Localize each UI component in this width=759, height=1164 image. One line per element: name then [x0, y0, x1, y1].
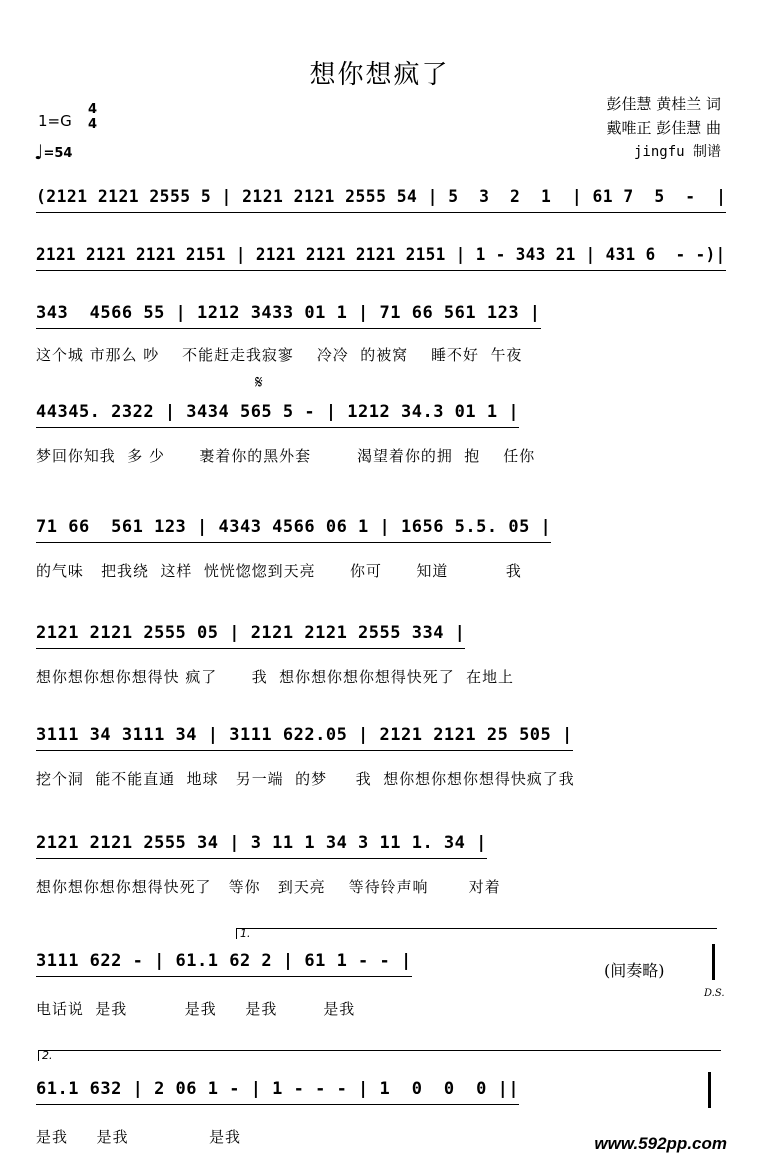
lyric-line: 想你想你想你想得快 疯了 我 想你想你想你想得快死了 在地上 — [36, 668, 515, 686]
score-line — [34, 395, 728, 439]
volta-second-ending — [38, 1050, 721, 1061]
time-signature-bottom: 4 — [88, 117, 98, 132]
beam-line — [36, 1104, 519, 1105]
lyric-line: 想你想你想你想得快死了 等你 到天亮 等待铃声响 对着 — [36, 878, 501, 896]
score-line-notes: 3111 34 3111 34 | 3111 622.05 | 2121 2121 25 505 | — [36, 725, 573, 745]
score-line — [34, 616, 728, 660]
score-line-notes: 3111 622 - | 61.1 62 2 | 61 1 - - | — [36, 951, 412, 971]
volta-1-label: 1. — [240, 927, 251, 940]
score-line — [34, 296, 728, 340]
score-line-notes: 61.1 632 | 2 06 1 - | 1 - - - | 1 0 0 0 || — [36, 1079, 520, 1099]
beam-line — [36, 328, 541, 329]
lyric-line: 电话说 是我 是我 是我 是我 — [36, 1000, 356, 1018]
interlude-note: (间奏略) — [604, 961, 665, 980]
score-line-notes: 2121 2121 2555 05 | 2121 2121 2555 334 | — [36, 623, 466, 643]
score-line-notes: 343 4566 55 | 1212 3433 01 1 | 71 66 561 123 | — [36, 303, 541, 323]
credits — [606, 92, 721, 164]
lyric-line: 梦回你知我 多 少 裹着你的黑外套 渴望着你的拥 抱 任你 — [36, 447, 536, 465]
volta-2-label: 2. — [42, 1049, 53, 1062]
beam-line — [36, 427, 519, 428]
time-signature-top: 4 — [88, 102, 98, 117]
lyric-line: 这个城 市那么 吵 不能赶走我寂寥 冷冷 的被窝 睡不好 午夜 — [36, 346, 523, 364]
key-signature: 1=G — [38, 112, 72, 130]
score-line — [34, 718, 728, 762]
final-barline — [708, 1072, 711, 1108]
score-line — [34, 510, 728, 554]
arranger-credit: jingfu 制谱 — [633, 144, 721, 160]
song-title: 想你想疯了 — [309, 60, 450, 90]
tempo-marking — [34, 140, 72, 164]
score-line-notes: 44345. 2322 | 3434 565 5 - | 1212 34.3 01 1 | — [36, 402, 520, 422]
score-line-notes: 2121 2121 2555 34 | 3 11 1 34 3 11 1. 34 | — [36, 833, 487, 853]
beam-line — [36, 750, 573, 751]
quarter-note-icon: ♩ — [34, 140, 44, 164]
footer-site-url: www.592pp.com — [594, 1134, 727, 1153]
lyric-line: 挖个洞 能不能直通 地球 另一端 的梦 我 想你想你想你想得快疯了我 — [36, 770, 575, 788]
tempo-value: =54 — [43, 146, 73, 161]
composer-credit: 戴唯正 彭佳慧 曲 — [606, 119, 721, 137]
final-barline — [712, 944, 715, 980]
score-line — [34, 238, 728, 282]
beam-line — [36, 976, 412, 977]
beam-line — [36, 270, 726, 271]
beam-line — [36, 858, 487, 859]
lyric-line: 是我 是我 是我 — [36, 1128, 241, 1146]
ds-marking: D.S. — [704, 988, 725, 999]
score-line-notes: 2121 2121 2121 2151 | 2121 2121 2121 2151 | 1 - 343 21 | 431 6 - -)| — [36, 245, 726, 265]
beam-line — [36, 648, 465, 649]
segno-icon: 𝄋 — [255, 372, 263, 393]
beam-line — [36, 212, 726, 213]
volta-first-ending — [236, 928, 717, 939]
score-line-notes: 71 66 561 123 | 4343 4566 06 1 | 1656 5.5. 05 | — [36, 517, 552, 537]
score-line — [34, 180, 728, 224]
beam-line — [36, 542, 551, 543]
lyric-line: 的气味 把我绕 这样 恍恍惚惚到天亮 你可 知道 我 — [36, 562, 522, 580]
score-line — [34, 1072, 728, 1116]
time-signature — [88, 102, 97, 132]
score-line-notes: (2121 2121 2555 5 | 2121 2121 2555 54 | 5 3 2 1 | 61 7 5 - | — [36, 187, 727, 207]
score-line — [34, 826, 728, 870]
lyricist-credit: 彭佳慧 黄桂兰 词 — [606, 95, 721, 113]
